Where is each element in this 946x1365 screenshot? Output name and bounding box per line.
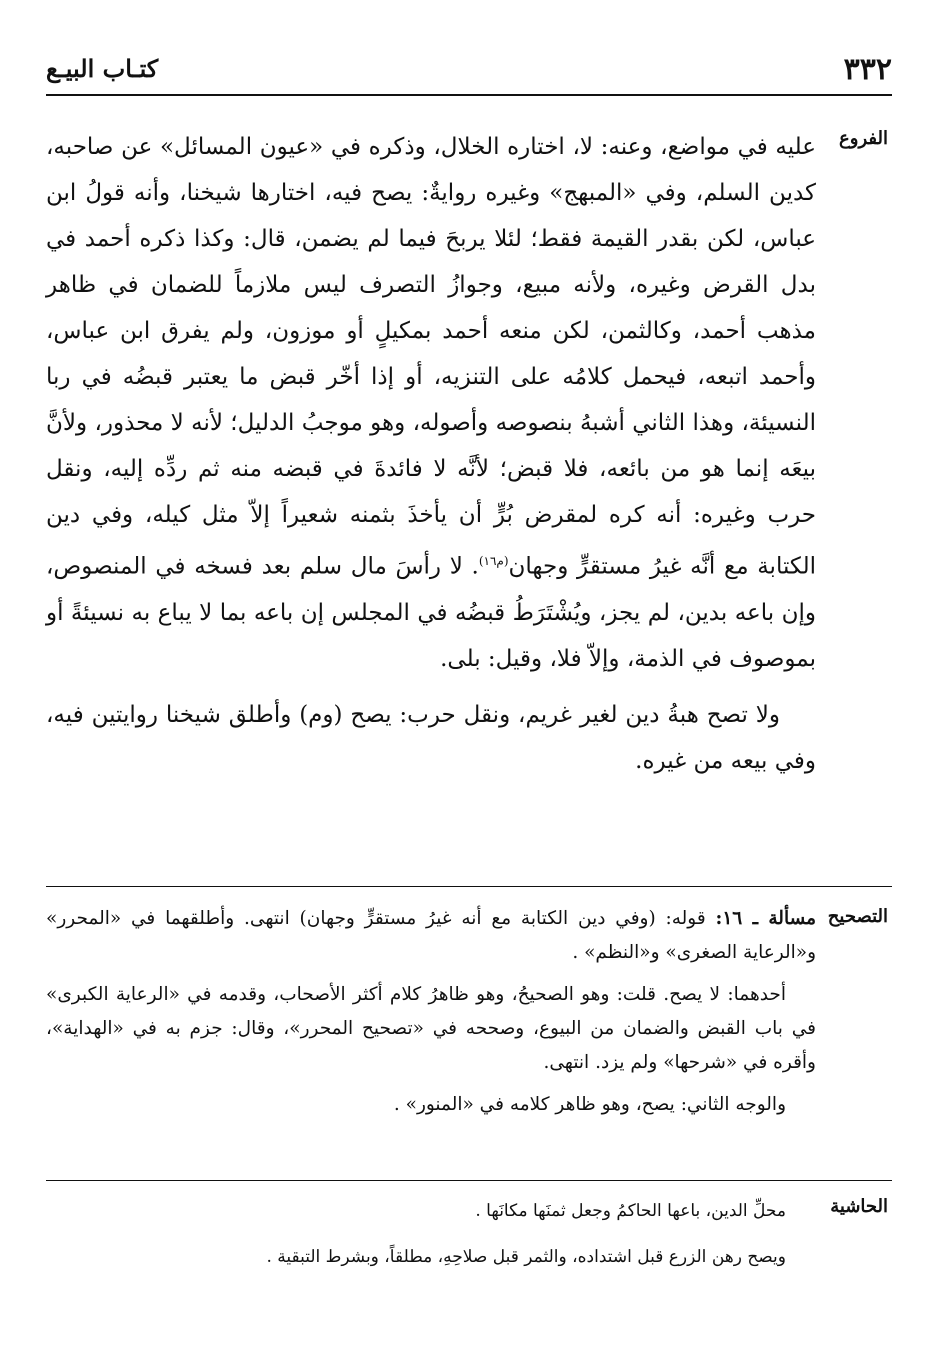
tashih-paragraph-1 bbox=[46, 902, 816, 970]
header-rule bbox=[46, 94, 892, 96]
page-header bbox=[46, 52, 892, 92]
running-title: كتـاب البيـع bbox=[46, 54, 159, 83]
masala-heading: مسألة ـ ١٦: bbox=[715, 908, 816, 929]
main-text bbox=[46, 124, 816, 784]
main-paragraph-2: ولا تصح هبةُ دين لغير غريم، ونقل حرب: يصح (وم) وأطلق شيخنا روايتين فيه، وفي بيعه من غيره. bbox=[46, 701, 816, 774]
tashih-paragraph-3: والوجه الثاني: يصح، وهو ظاهر كلامه في «المنور» . bbox=[393, 1094, 786, 1115]
hashiya-paragraph-1: محلِّ الدين، باعها الحاكمُ وجعل ثمنَها مكانَها . bbox=[475, 1201, 786, 1221]
section-label-hashiya: الحاشية bbox=[830, 1196, 888, 1217]
hashiya-paragraph-2: ويصح رهن الزرع قبل اشتداده، والثمر قبل صلاحِهِ، مطلقاً، وبشرط التبقية . bbox=[266, 1247, 786, 1267]
tashih-text bbox=[46, 902, 816, 1122]
section-label-furu: الفروع bbox=[839, 128, 888, 149]
hashiya-rule bbox=[46, 1180, 892, 1181]
main-paragraph-1-part-b: . لا رأسَ مال سلم بعد فسخه في المنصوص، وإن باعه بدين، لم يجز، ويُشْتَرَطُ قبضُه في المجلس إن باعه بما لا يباع به نسيئةً أو بموصوف في الذمة، وإلاّ فلا، وقيل: بلى. bbox=[46, 553, 816, 672]
page-number: ٣٣٢ bbox=[843, 52, 892, 87]
section-label-tashih: التصحيح bbox=[827, 906, 888, 927]
main-paragraph-1-part-a: عليه في مواضع، وعنه: لا، اختاره الخلال، وذكره في «عيون المسائل» عن صاحبه، كدين السلم، وفي «المبهج» وغيره روايةٌ: يصح فيه، اختارها شيخنا، وأنه قولُ ابن عباس، لكن بقدر القيمة فقط؛ لئلا يربحَ فيما لم يضمن، قال: وكذا ذكره أحمد في بدل القرض وغيره، ولأنه مبيع، وجوازُ التصرف ليس ملازماً للضمان في ظاهر مذهب أحمد، وكالثمن، لكن منعه أحمد بمكيلٍ أو موزون، ولم يفرق ابن عباس، وأحمد اتبعه، فيحمل كلامُه على التنزيه، أو إذا أخّر قبض ما يعتبر قبضُه في ربا النسيئة، وهذا الثاني أشبهُ بنصوصه وأصوله، وهو موجبُ الدليل؛ لأنه لا محذور، ولأنَّ بيعَه إنما هو من بائعه، فلا قبض؛ لأنَّه لا فائدةَ في قبضه منه ثم ردِّه إليه، ونقل حرب وغيره: أنه كره لمقرض بُرٍّ أن يأخذَ بثمنه شعيراً إلاّ مثل كيله، وفي دين الكتابة مع أنَّه غيرُ مستقرٍّ وجهان bbox=[46, 134, 817, 580]
footnote-reference: (م١٦) bbox=[478, 554, 509, 568]
main-paragraph-1 bbox=[46, 124, 816, 682]
hashiya-text bbox=[46, 1196, 786, 1288]
tashih-rule bbox=[46, 886, 892, 887]
tashih-paragraph-2: أحدهما: لا يصح. قلت: وهو الصحيحُ، وهو ظاهرُ كلام أكثر الأصحاب، وقدمه في «الرعاية الكبرى» في باب القبض والضمان من البيوع، وصححه في «تصحيح المحرر»، وقال: جزم به في «الهداية»، وأقره في «شرحها» ولم يزد. انتهى. bbox=[46, 984, 816, 1073]
tashih-paragraph-1-rest: قوله: (وفي دين الكتابة مع أنه غيرُ مستقرٍّ وجهان) انتهى. وأطلقهما في «المحرر» و«الرعاية الصغرى» و«النظم» . bbox=[46, 908, 816, 963]
